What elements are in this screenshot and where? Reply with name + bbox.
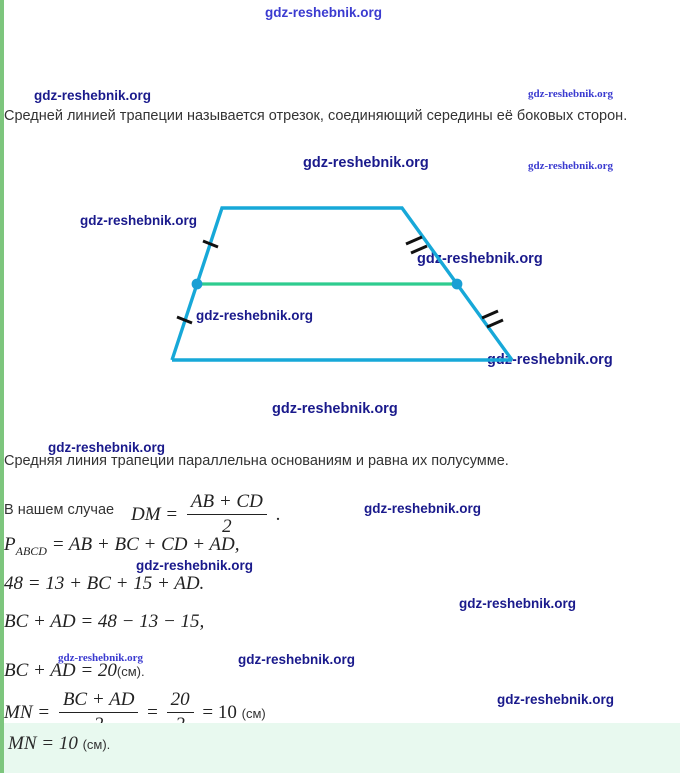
watermark: gdz-reshebnik.org [58,652,144,664]
watermark: gdz-reshebnik.org [487,352,613,368]
formula-sum-expr: BC + AD = 20 [4,660,117,681]
perimeter-subscript: ABCD [15,543,47,558]
fraction-twenty-numerator: 20 [167,689,194,713]
formula-dm-tail: . [275,503,281,525]
formula-perimeter [4,534,240,559]
fraction-dm-denominator: 2 [222,516,232,537]
watermark: gdz-reshebnik.org [238,652,356,667]
answer-unit: (см). [82,737,111,752]
watermark: gdz-reshebnik.org [136,558,254,573]
watermark: gdz-reshebnik.org [303,155,429,171]
watermark: gdz-reshebnik.org [196,308,314,323]
watermark: gdz-reshebnik.org [459,596,577,611]
our-case-label: В нашем случае [4,502,115,518]
trapezoid-figure [150,190,550,380]
formula-mn-lhs: MN = [4,701,51,723]
perimeter-symbol: P [4,534,16,555]
watermark: gdz-reshebnik.org [528,160,614,172]
formula-sum-unit: (см). [116,664,145,679]
watermark: gdz-reshebnik.org [364,501,482,516]
formula-dm-lhs: DM = [131,503,179,525]
formula-numbers: 48 = 13 + BC + 15 + AD. [4,573,205,594]
formula-dm [131,492,280,539]
answer-expression: MN = 10 [8,733,78,754]
watermark: gdz-reshebnik.org [497,692,615,707]
fraction-dm [187,491,267,538]
fraction-mn-numerator: BC + AD [59,689,139,713]
midpoint-left-dot [192,279,203,290]
fraction-dm-numerator: AB + CD [187,491,267,515]
watermark: gdz-reshebnik.org [34,88,152,103]
property-paragraph: Средняя линия трапеции параллельна основаниям и равна их полусумме. [4,453,509,469]
watermark: gdz-reshebnik.org [265,5,383,20]
formula-sum [4,660,145,682]
watermark: gdz-reshebnik.org [528,88,614,100]
formula-mn-eq: = [147,701,158,723]
answer-formula [8,733,110,755]
formula-mn-value: = 10 [202,701,237,723]
midpoint-right-dot [452,279,463,290]
answer-highlight [4,723,680,773]
watermark: gdz-reshebnik.org [48,440,166,455]
formula-mn-unit: (см) [241,705,266,721]
definition-paragraph: Средней линией трапеции называется отрезок, соединяющий середины её боковых сторон. [4,108,628,124]
formula-difference: BC + AD = 48 − 13 − 15, [4,611,205,632]
perimeter-rhs: = AB + BC + CD + AD, [51,534,240,555]
watermark: gdz-reshebnik.org [80,213,198,228]
watermark: gdz-reshebnik.org [417,251,543,267]
watermark: gdz-reshebnik.org [272,401,398,417]
